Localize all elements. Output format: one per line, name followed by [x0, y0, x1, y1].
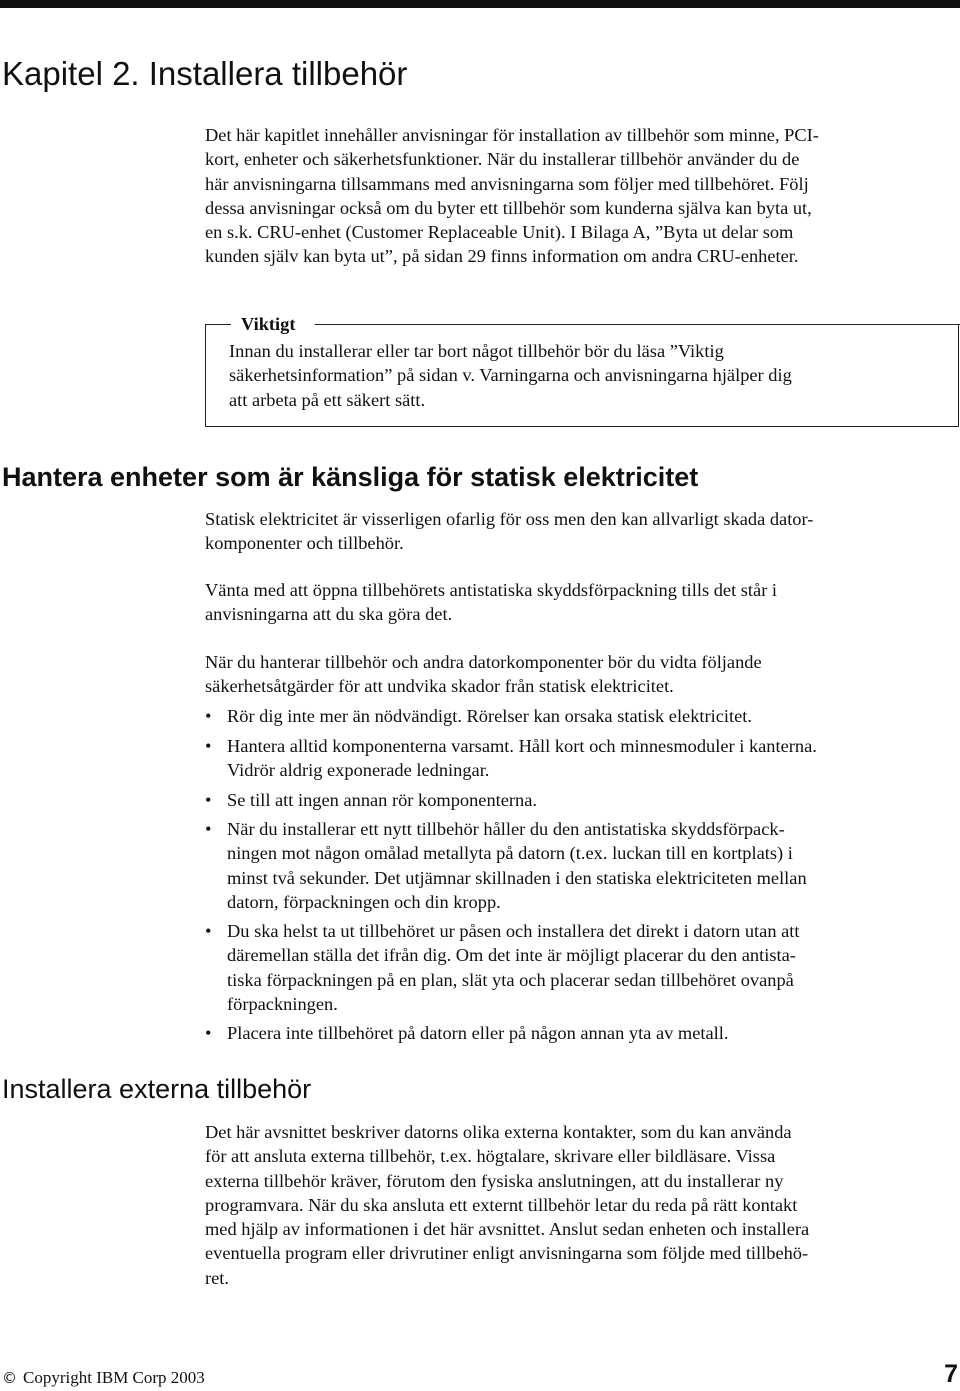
copyright-text: Copyright IBM Corp 2003	[23, 1368, 205, 1387]
paragraph-line: med hjälp av informationen i det här avsnittet. Anslut sedan enheten och installera	[205, 1219, 810, 1240]
list-item-line: tiska förpackningen på en plan, slät yta och placerar sedan tillbehöret ovanpå	[227, 969, 794, 990]
list-item-line: Rör dig inte mer än nödvändigt. Rörelser kan orsaka statisk elektricitet.	[227, 706, 753, 726]
list-item-text	[227, 788, 537, 812]
paragraph-line: programvara. När du ska ansluta ett externt tillbehör letar du reda på rätt kontakt	[205, 1194, 798, 1215]
notice-body	[229, 339, 792, 412]
bullet-icon: •	[205, 706, 212, 726]
important-notice-box	[205, 314, 959, 427]
paragraph-line: komponenter och tillbehör.	[205, 533, 404, 554]
list-item-line: Hantera alltid komponenterna varsamt. Håll kort och minnesmoduler i kanterna.	[227, 736, 817, 756]
static-paragraph-1	[205, 507, 960, 556]
bullet-icon: •	[205, 819, 212, 839]
intro-line: kunden själv kan byta ut”, på sidan 29 finns information om andra CRU-enheter.	[205, 246, 799, 267]
intro-line: kort, enheter och säkerhetsfunktioner. När du installerar tillbehör använder du de	[205, 149, 800, 170]
list-item-line: förpackningen.	[227, 993, 338, 1014]
top-rule	[0, 0, 960, 8]
paragraph-line: ret.	[205, 1267, 229, 1288]
page-footer	[2, 1360, 958, 1391]
list-item-line: Placera inte tillbehöret på datorn eller på någon annan yta av metall.	[227, 1023, 729, 1043]
paragraph-line: Det här avsnittet beskriver datorns olika externa kontakter, som du kan använda	[205, 1122, 792, 1142]
static-paragraph-2	[205, 578, 960, 627]
list-item-text	[227, 704, 752, 728]
paragraph-line: eventuella program eller drivrutiner enligt anvisningarna som följde med tillbehö-	[205, 1243, 809, 1264]
external-paragraph	[205, 1120, 960, 1290]
paragraph-line: När du hanterar tillbehör och andra datorkomponenter bör du vidta följande	[205, 652, 762, 672]
copyright-notice	[2, 1367, 205, 1389]
static-paragraph-3	[205, 650, 960, 699]
bullet-icon: •	[205, 1023, 212, 1043]
notice-title: Viktigt	[241, 314, 296, 334]
list-item-text	[227, 1021, 728, 1045]
paragraph-line: anvisningarna att du ska göra det.	[205, 604, 453, 625]
list-item-line: Du ska helst ta ut tillbehöret ur påsen och installera det direkt i datorn utan att	[227, 921, 800, 941]
notice-line: säkerhetsinformation” på sidan v. Varningarna och anvisningarna hjälper dig	[229, 365, 792, 386]
intro-line: Det här kapitlet innehåller anvisningar för installation av tillbehör som minne, PCI-	[205, 125, 819, 145]
section-title-external: Installera externa tillbehör	[2, 1074, 312, 1104]
chapter-title: Kapitel 2. Installera tillbehör	[2, 55, 408, 92]
paragraph-line: säkerhetsåtgärder för att undvika skador från statisk elektricitet.	[205, 676, 674, 697]
section-title-static: Hantera enheter som är känsliga för statisk elektricitet	[2, 462, 699, 492]
list-item-text	[227, 734, 817, 783]
list-item-text	[227, 919, 800, 1016]
intro-line: en s.k. CRU-enhet (Customer Replaceable Unit). I Bilaga A, ”Byta ut delar som	[205, 222, 794, 243]
copyright-icon: ©	[2, 1369, 17, 1387]
list-item-line: När du installerar ett nytt tillbehör håller du den antistatiska skyddsförpack-	[227, 819, 785, 839]
list-item-line: minst två sekunder. Det utjämnar skillnaden i den statiska elektriciteten mellan	[227, 867, 807, 888]
notice-border	[205, 324, 231, 325]
list-item-text	[227, 817, 807, 914]
notice-border	[315, 324, 960, 325]
paragraph-line: Vänta med att öppna tillbehörets antistatiska skyddsförpackning tills det står i	[205, 580, 778, 600]
list-item-line: ningen mot någon omålad metallyta på datorn (t.ex. luckan till en kortplats) i	[227, 843, 793, 864]
intro-line: dessa anvisningar också om du byter ett tillbehör som kunderna själva kan byta ut,	[205, 197, 812, 218]
page-number: 7	[944, 1360, 958, 1388]
bullet-icon: •	[205, 790, 212, 810]
list-item-line: Se till att ingen annan rör komponenterna.	[227, 790, 538, 810]
intro-line: här anvisningarna tillsammans med anvisningarna som följer med tillbehöret. Följ	[205, 173, 809, 194]
paragraph-line: för att ansluta externa tillbehör, t.ex. högtalare, skrivare eller bildläsare. Vissa	[205, 1146, 776, 1167]
list-item-line: däremellan ställa det ifrån dig. Om det inte är möjligt placerar du den antista-	[227, 945, 796, 966]
notice-line: Innan du installerar eller tar bort något tillbehör bör du läsa ”Viktig	[229, 341, 724, 361]
paragraph-line: externa tillbehör kräver, förutom den fysiska anslutningen, att du installerar ny	[205, 1170, 784, 1191]
notice-line: att arbeta på ett säkert sätt.	[229, 389, 426, 410]
bullet-icon: •	[205, 736, 212, 756]
list-item-line: Vidrör aldrig exponerade ledningar.	[227, 760, 490, 781]
chapter-intro	[205, 123, 960, 269]
list-item-line: datorn, förpackningen och din kropp.	[227, 891, 501, 912]
paragraph-line: Statisk elektricitet är visserligen ofarlig för oss men den kan allvarligt skada dator-	[205, 509, 814, 529]
bullet-icon: •	[205, 921, 212, 941]
